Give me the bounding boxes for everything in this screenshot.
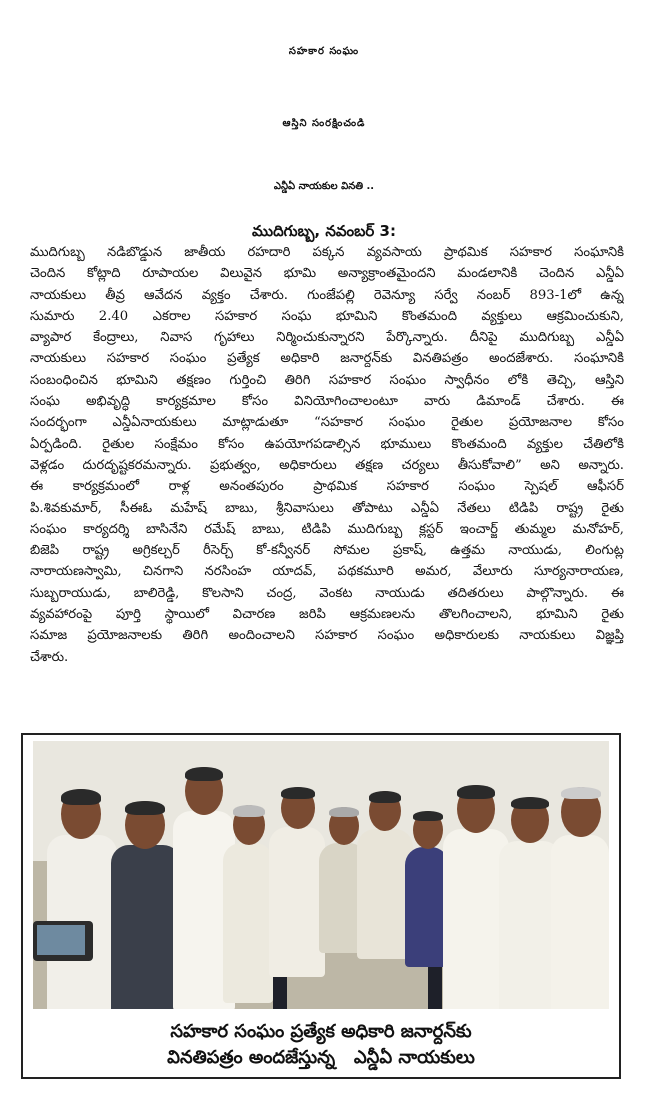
headline-line-2: ఆస్తిని సంరక్షించండి [282, 118, 366, 129]
article-body [30, 242, 624, 668]
article-line: బిజెపి రాష్ట్ర అగ్రికల్చర్ రీసెర్చ్ కో-కన్వీనర్ సోమల ప్రకాష్, ఉత్తమ నాయుడు, లింగుట్ల [30, 543, 624, 559]
article-line: ఈ కార్యక్రమంలో రాళ్ల అనంతపురం ప్రాథమిక సహకార సంఘం స్పెషల్ ఆఫీసర్ [30, 479, 624, 495]
article-line: నాయకులు సహకార సంఘం ప్రత్యేక అధికారి జనార్దన్‌కు వినతిపత్రం అందజేశారు. సంఘానికి [30, 351, 624, 367]
photo-box [21, 733, 621, 1079]
article-line: చెందిన కోట్లాది రూపాయల విలువైన భూమి అన్యాక్రాంతమైందని మండలానికి చెందిన ఎన్డీఏ [30, 266, 624, 282]
subheadline: ఎన్డీఏ నాయకుల వినతి .. [273, 181, 375, 192]
article-line: నాయకులు తీవ్ర ఆవేదన వ్యక్తం చేశారు. గుంజేపల్లి రెవెన్యూ సర్వే నంబర్ 893-1లో ఉన్న [30, 287, 624, 303]
photo-caption [23, 1019, 619, 1071]
article-line: సంబంధించిన భూమిని తక్షణం గుర్తించి తిరిగి సహకార సంఘం స్వాధీనం లోకి తెచ్చి, ఆస్తిని [30, 372, 624, 388]
article-line: సుబ్బరాయుడు, బాలిరెడ్డి, కొలసాని చంద్ర, వెంకట నాయుడు తదితరులు పాల్గొన్నారు. ఈ [30, 585, 624, 601]
article-line: వ్యవహారంపై పూర్తి స్థాయిలో విచారణ జరిపి ఆక్రమణలను తొలగించాలని, భూమిని రైతు [30, 607, 624, 623]
article-line: ఏర్పడింది. రైతుల సంక్షేమం కోసం ఉపయోగపడాల్సిన భూములు కొంతమంది వ్యక్తుల చేతిలోకి [30, 436, 624, 452]
dateline: ముదిగుబ్బ, నవంబర్ 3: [252, 222, 396, 240]
headline-line-1: సహకార సంఘం [288, 46, 360, 57]
article-line: నారాయణస్వామి, చినగాని నరసింహ యాదవ్, పథకమూరి అమర, వేలూరు సూర్యనారాయణ, [30, 564, 624, 580]
article-line: చేశారు. [30, 649, 69, 665]
article-line: సమాజ ప్రయోజనాలకు తిరిగి అందించాలని సహకార సంఘం అధికారులకు నాయకులు విజ్ఞప్తి [30, 628, 624, 644]
news-photo [33, 741, 609, 1009]
article-line: సంఘం కార్యదర్శి బాసినేని రమేష్ బాబు, టిడిపి ముదిగుబ్బ క్లస్టర్ ఇంచార్జ్ తుమ్మల మనోహర్, [30, 521, 624, 537]
caption-line-1: సహకార సంఘం ప్రత్యేక అధికారి జనార్దన్‌కు [170, 1021, 472, 1042]
caption-line-2: వినతిపత్రం అందజేస్తున్న ఎన్డీఏ నాయకులు [167, 1047, 475, 1068]
article-line: వెళ్లడం దురదృష్టకరమన్నారు. ప్రభుత్వం, అధికారులు తక్షణ చర్యలు తీసుకోవాలి” అని అన్నారు. [30, 457, 624, 473]
article-line: సుమారు 2.40 ఎకరాల సహకార సంఘ భూమిని కొంతమంది వ్యక్తులు ఆక్రమించుకుని, [30, 308, 624, 324]
article-line: సంఘ అభివృద్ధి కార్యక్రమాల కోసం వినియోగించాలంటూ వారు డిమాండ్ చేశారు. ఈ [30, 394, 624, 410]
article-line: సందర్భంగా ఎన్డీఏనాయకులు మాట్లాడుతూ “సహకార సంఘం రైతుల ప్రయోజనాల కోసం [30, 415, 624, 431]
article-line: పి.శివకుమార్, సీఈఓ మహేష్ బాబు, శ్రీనివాసులు తోపాటు ఎన్డీఏ నేతలు టిడిపి రాష్ట్ర రైతు [30, 500, 624, 516]
article-line: ముదిగుబ్బ నడిబొడ్డున జాతీయ రహదారి పక్కన వ్యవసాయ ప్రాథమిక సహకార సంఘానికి [30, 245, 624, 260]
article-line: వ్యాపార కేంద్రాలు, నివాస గృహాలు నిర్మించుకున్నారని పేర్కొన్నారు. దీనిపై ముదిగుబ్బ ఎన్డీఏ [30, 330, 624, 346]
